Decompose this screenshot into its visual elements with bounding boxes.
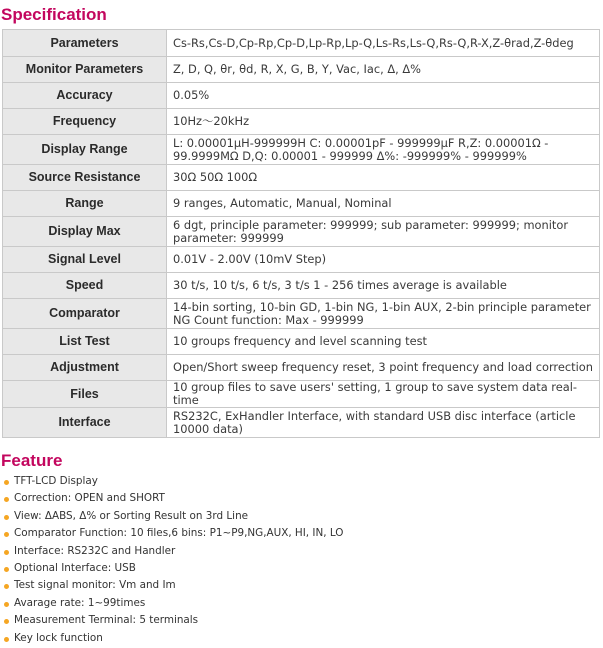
row-label: Range (3, 191, 167, 217)
bullet-icon (4, 515, 9, 520)
row-label: Frequency (3, 109, 167, 135)
row-label: Speed (3, 273, 167, 299)
list-item (0, 543, 343, 560)
table-row (3, 247, 600, 273)
row-label: Display Max (3, 217, 167, 247)
row-value: Cs-Rs,Cs-D,Cp-Rp,Cp-D,Lp-Rp,Lp-Q,Ls-Rs,Ls-Q,Rs-Q,R-X,Z-θrad,Z-θdeg (167, 30, 600, 57)
feature-text: Key lock function (14, 631, 103, 644)
row-label: Signal Level (3, 247, 167, 273)
list-item (0, 595, 343, 612)
table-row (3, 299, 600, 329)
row-value: 30Ω 50Ω 100Ω (167, 165, 600, 191)
bullet-icon (4, 497, 9, 502)
specification-heading: Specification (1, 5, 107, 24)
feature-text: Comparator Function: 10 files,6 bins: P1~P9,NG,AUX, HI, IN, LO (14, 527, 344, 540)
list-item (0, 612, 343, 629)
table-row (3, 109, 600, 135)
list-item (0, 577, 343, 594)
row-value: Open/Short sweep frequency reset, 3 point frequency and load correction (167, 355, 600, 381)
bullet-icon (4, 532, 9, 537)
feature-heading: Feature (1, 451, 63, 470)
feature-text: Optional Interface: USB (14, 561, 136, 574)
row-value: 6 dgt, principle parameter: 999999; sub parameter: 999999; monitor parameter: 999999 (167, 217, 600, 247)
feature-text: Avarage rate: 1~99times (14, 596, 146, 609)
row-label: Adjustment (3, 355, 167, 381)
row-value: L: 0.00001μH-999999H C: 0.00001pF - 999999μF R,Z: 0.00001Ω - 99.9999MΩ D,Q: 0.00001 - 999999 Δ%: -999999% - 999999% (167, 135, 600, 165)
list-item (0, 525, 343, 542)
row-label: Display Range (3, 135, 167, 165)
list-item (0, 630, 343, 647)
feature-list (0, 473, 343, 647)
list-item (0, 473, 343, 490)
list-item (0, 560, 343, 577)
row-label: List Test (3, 329, 167, 355)
row-label: Monitor Parameters (3, 57, 167, 83)
table-row (3, 217, 600, 247)
feature-text: Correction: OPEN and SHORT (14, 492, 165, 505)
list-item (0, 508, 343, 525)
row-label: Source Resistance (3, 165, 167, 191)
bullet-icon (4, 637, 9, 642)
bullet-icon (4, 480, 9, 485)
bullet-icon (4, 550, 9, 555)
table-row (3, 57, 600, 83)
table-row (3, 83, 600, 109)
row-value: 10 group files to save users' setting, 1 group to save system data real-time (167, 381, 600, 408)
table-row (3, 408, 600, 438)
row-label: Comparator (3, 299, 167, 329)
row-value: 0.01V - 2.00V (10mV Step) (167, 247, 600, 273)
row-value: 10Hz～20kHz (167, 109, 600, 135)
row-value: RS232C, ExHandler Interface, with standard USB disc interface (article 10000 data) (167, 408, 600, 438)
table-row (3, 30, 600, 57)
table-row (3, 355, 600, 381)
row-value: 9 ranges, Automatic, Manual, Nominal (167, 191, 600, 217)
feature-text: Test signal monitor: Vm and Im (14, 579, 176, 592)
row-value: 30 t/s, 10 t/s, 6 t/s, 3 t/s 1 - 256 times average is available (167, 273, 600, 299)
row-value: 10 groups frequency and level scanning test (167, 329, 600, 355)
bullet-icon (4, 567, 9, 572)
table-row (3, 329, 600, 355)
table-row (3, 165, 600, 191)
row-value: 14-bin sorting, 10-bin GD, 1-bin NG, 1-bin AUX, 2-bin principle parameter NG Count function: Max - 999999 (167, 299, 600, 329)
bullet-icon (4, 619, 9, 624)
table-row (3, 135, 600, 165)
table-row (3, 191, 600, 217)
row-label: Interface (3, 408, 167, 438)
row-label: Parameters (3, 30, 167, 57)
feature-text: Measurement Terminal: 5 terminals (14, 614, 199, 627)
list-item (0, 490, 343, 507)
row-label: Files (3, 381, 167, 408)
feature-text: Interface: RS232C and Handler (14, 544, 176, 557)
table-row (3, 273, 600, 299)
bullet-icon (4, 584, 9, 589)
row-value: Z, D, Q, θr, θd, R, X, G, B, Y, Vac, Iac, Δ, Δ% (167, 57, 600, 83)
table-row (3, 381, 600, 408)
row-value: 0.05% (167, 83, 600, 109)
specification-table (2, 29, 600, 438)
row-label: Accuracy (3, 83, 167, 109)
feature-text: TFT-LCD Display (14, 475, 98, 487)
bullet-icon (4, 602, 9, 607)
feature-text: View: ΔABS, Δ% or Sorting Result on 3rd Line (14, 509, 249, 522)
